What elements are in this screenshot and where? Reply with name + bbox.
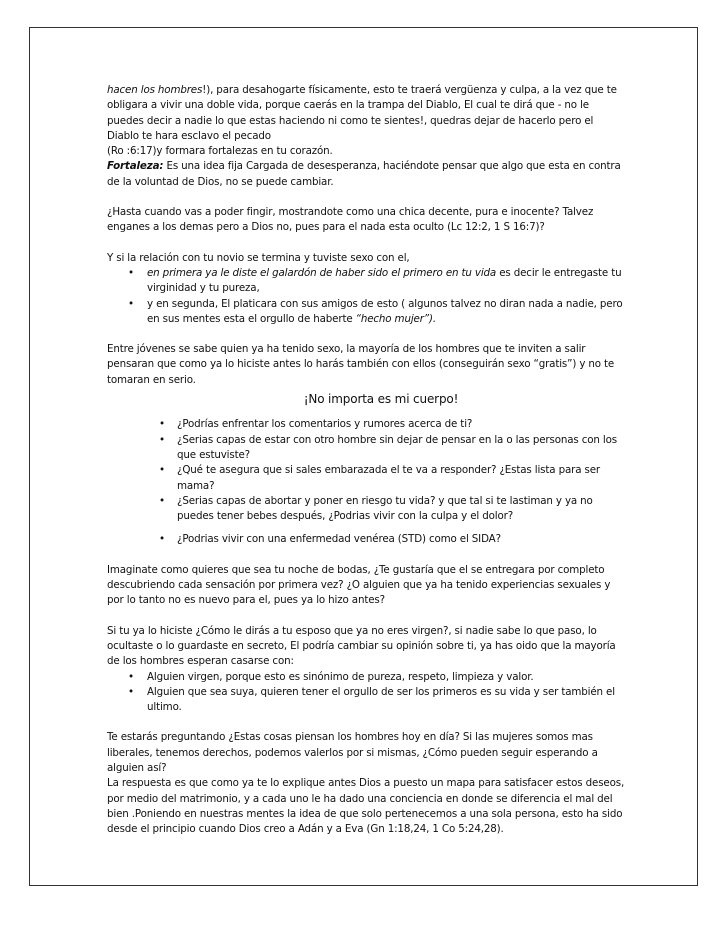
list-item [107,670,627,685]
bullet-icon: • [128,297,134,310]
question-text: ¿Serias capas de estar con otro hombre sin dejar de pensar en la o las personas con los que estuviste? [177,433,617,461]
paragraph-fingir: ¿Hasta cuando vas a poder fingir, mostrandote como una chica decente, pura e inocente? Talvez enganes a los demas pero a Dios no, pues para el nada esta oculto (Lc 12:2, 1 S 16:7)? [107,206,594,234]
paragraph-noche-bodas: Imaginate como quieres que sea tu noche de bodas, ¿Te gustaría que el se entregara por completo descubriendo cada sensación por primera vez? ¿O alguien que ya ha tenido experiencias sexuales y por lo tanto no es nuevo para el, pues ya lo hizo antes? [107,563,611,607]
list-item [107,266,627,297]
paragraph-fortaleza [107,159,627,190]
item-text: Alguien que sea suya, quieren tener el orgullo de ser los primeros es su vida y ser también el ultimo. [147,685,615,714]
esposo-list [107,670,627,716]
item-text: y en segunda, El platicara con sus amigos de esto ( algunos talvez no diran nada a nadie, pero en sus mentes esta el orgullo de haberte [147,297,623,325]
questions-list [107,417,627,524]
paragraph-preguntando: Te estarás preguntando ¿Estas cosas piensan los hombres hoy en día? Si las mujeres somos mas liberales, tenemos derechos, podemos valerlos por si mismas, ¿Cómo pueden seguir esperando a alguien así? [107,731,598,774]
paragraph-respuesta: La respuesta es que como ya te lo explique antes Dios a puesto un mapa para satisfacer estos deseos, por medio del matrimonio, y a cada uno le ha dado una conciencia en donde se diferencia el mal del bien .Poniendo en nuestras mentes la idea de que solo pertenecemos a una sola persona, esto ha sido desde el principio cuando Dios creo a Adán y a Eva (Gn 1:18,24, 1 Co 5:24,28). [107,777,625,836]
fortaleza-term: Fortaleza: [107,160,164,173]
question-text: ¿Qué te asegura que si sales embarazada el te va a responder? ¿Estas lista para ser mama? [177,464,600,492]
bullet-icon: • [159,433,165,446]
item-text: Alguien virgen, porque esto es sinónimo de pureza, respeto, limpieza y valor. [147,670,534,683]
question-item [107,433,627,464]
bullet-icon: • [159,533,165,546]
paragraph-intro [107,83,627,144]
bullet-icon: • [159,494,165,507]
item-italic: “hecho mujer”). [355,312,436,325]
paragraph-relacion: Y si la relación con tu novio se termina y tuviste sexo con el, [107,251,410,264]
bullet-icon: • [128,685,134,698]
intro-italic: hacen los hombres [107,84,203,96]
paragraph-jovenes: Entre jóvenes se sabe quien ya ha tenido sexo, la mayoría de los hombres que te inviten a salir pensaran que como ya lo hiciste antes lo harás también con ellos (conseguirán sexo “gratis”) y no te tomaran en serio. [107,343,615,386]
list-item [107,297,627,328]
question-item [107,463,627,494]
question-text: ¿Serias capas de abortar y poner en riesgo tu vida? y que tal si te lastiman y ya no puedes tener bebes después, ¿Podrias vivir con la culpa y el dolor? [177,494,593,523]
questions-list-last [107,532,627,547]
bullet-icon: • [159,464,165,477]
list-item [107,685,627,716]
relacion-list [107,266,627,327]
bullet-icon: • [128,670,134,683]
section-heading: ¡No importa es mi cuerpo! [303,392,459,407]
bullet-icon: • [128,266,134,279]
item-text: es decir le entregaste tu virginidad y tu pureza, [147,266,622,295]
question-text: ¿Podrías enfrentar los comentarios y rumores acerca de ti? [177,418,473,431]
fortaleza-definition: Es una idea fija Cargada de desesperanza, haciéndote pensar que algo que esta en contra de la voluntad de Dios, no se puede cambiar. [107,160,621,188]
bullet-icon: • [159,418,165,431]
item-italic: en primera ya le diste el galardón de haber sido el primero en tu vida [147,266,497,279]
question-item [107,417,627,432]
intro-text: !), para desahogarte físicamente, esto te traerá vergüenza y culpa, a la vez que te obligara a vivir una doble vida, porque caerás en la trampa del Diablo, El cual te dirá que - no le puedes decir a nadie lo que estas haciendo ni como te sientes!, quedras dejar de hacerlo pero el Diablo te hara esclavo el pecado [107,84,617,142]
question-text: ¿Podrias vivir con una enfermedad venérea (STD) como el SIDA? [177,533,501,546]
intro-reference: (Ro :6:17)y formara fortalezas en tu corazón. [107,145,333,158]
question-item [107,494,627,525]
document-body [107,83,627,837]
question-item [107,532,627,547]
paragraph-esposo: Si tu ya lo hiciste ¿Cómo le dirás a tu esposo que ya no eres virgen?, si nadie sabe lo que paso, lo ocultaste o lo guardaste en secreto, El podría cambiar su opinión sobre ti, ya has oido que la mayoría de los hombres esperan casarse con: [107,624,616,668]
